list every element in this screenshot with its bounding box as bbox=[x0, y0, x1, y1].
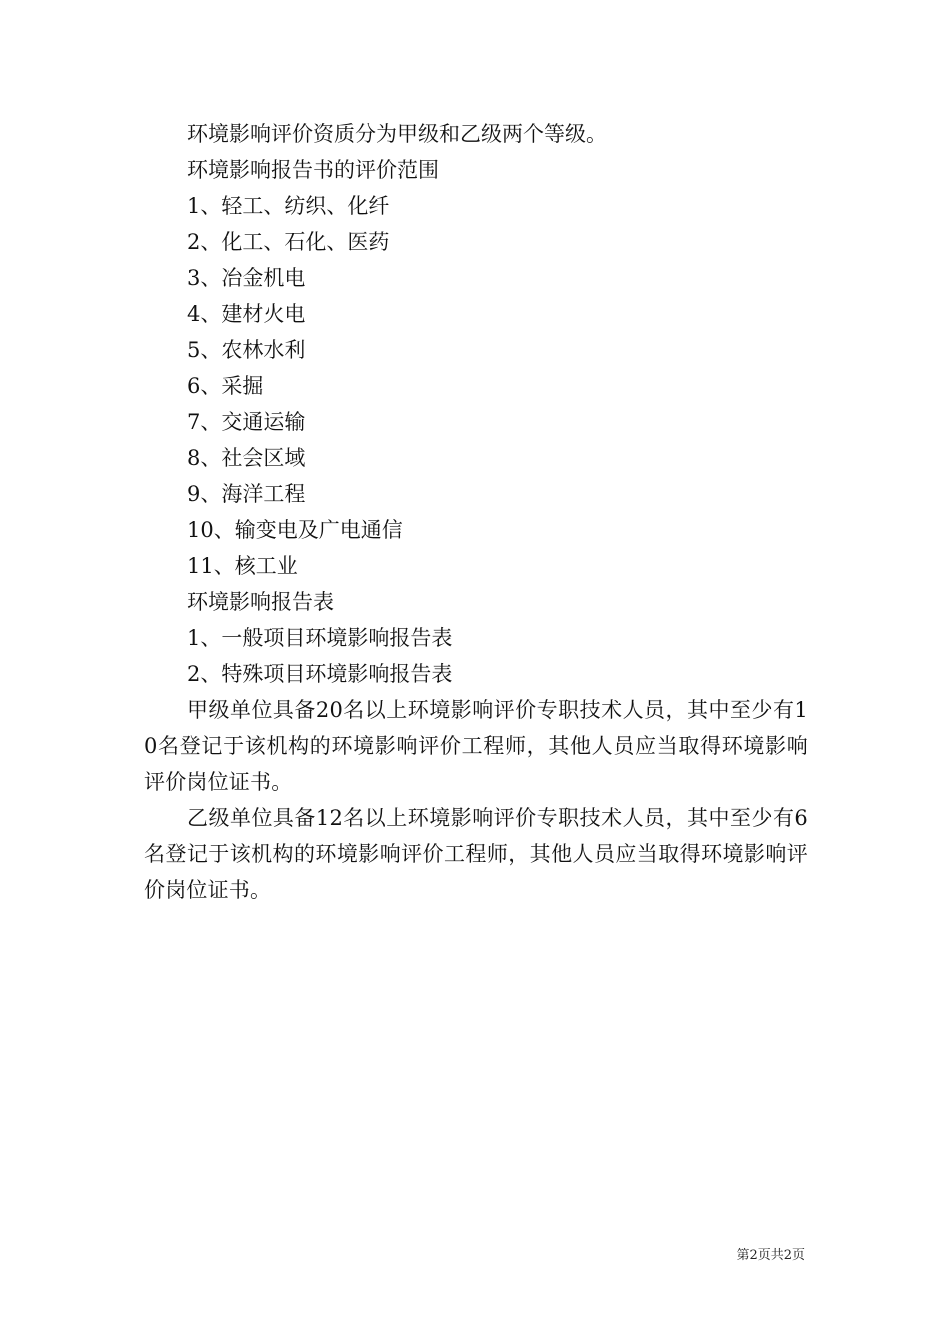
list-item: 2、化工、石化、医药 bbox=[187, 230, 390, 254]
list-item: 4、建材火电 bbox=[187, 302, 306, 326]
list-item: 8、社会区域 bbox=[187, 446, 306, 470]
list-item: 1、一般项目环境影响报告表 bbox=[187, 626, 453, 650]
report-book-scope-heading: 环境影响报告书的评价范围 bbox=[187, 158, 439, 182]
list-item: 6、采掘 bbox=[187, 374, 264, 398]
document-body bbox=[144, 116, 808, 908]
qualification-intro: 环境影响评价资质分为甲级和乙级两个等级。 bbox=[187, 122, 607, 146]
list-item: 5、农林水利 bbox=[187, 338, 306, 362]
class-b-requirements-paragraph: 乙级单位具备12名以上环境影响评价专职技术人员，其中至少有6名登记于该机构的环境影响评价工程师，其他人员应当取得环境影响评价岗位证书。 bbox=[144, 806, 808, 902]
list-item: 9、海洋工程 bbox=[187, 482, 306, 506]
list-item: 1、轻工、纺织、化纤 bbox=[187, 194, 390, 218]
list-item: 11、核工业 bbox=[187, 554, 298, 578]
list-item: 3、冶金机电 bbox=[187, 266, 306, 290]
list-item: 7、交通运输 bbox=[187, 410, 306, 434]
report-form-heading: 环境影响报告表 bbox=[187, 590, 334, 614]
list-item: 2、特殊项目环境影响报告表 bbox=[187, 662, 453, 686]
list-item: 10、输变电及广电通信 bbox=[187, 518, 403, 542]
page-number-footer: 第2页共2页 bbox=[736, 1248, 805, 1263]
class-a-requirements-paragraph: 甲级单位具备20名以上环境影响评价专职技术人员，其中至少有10名登记于该机构的环境影响评价工程师，其他人员应当取得环境影响评价岗位证书。 bbox=[144, 698, 808, 794]
